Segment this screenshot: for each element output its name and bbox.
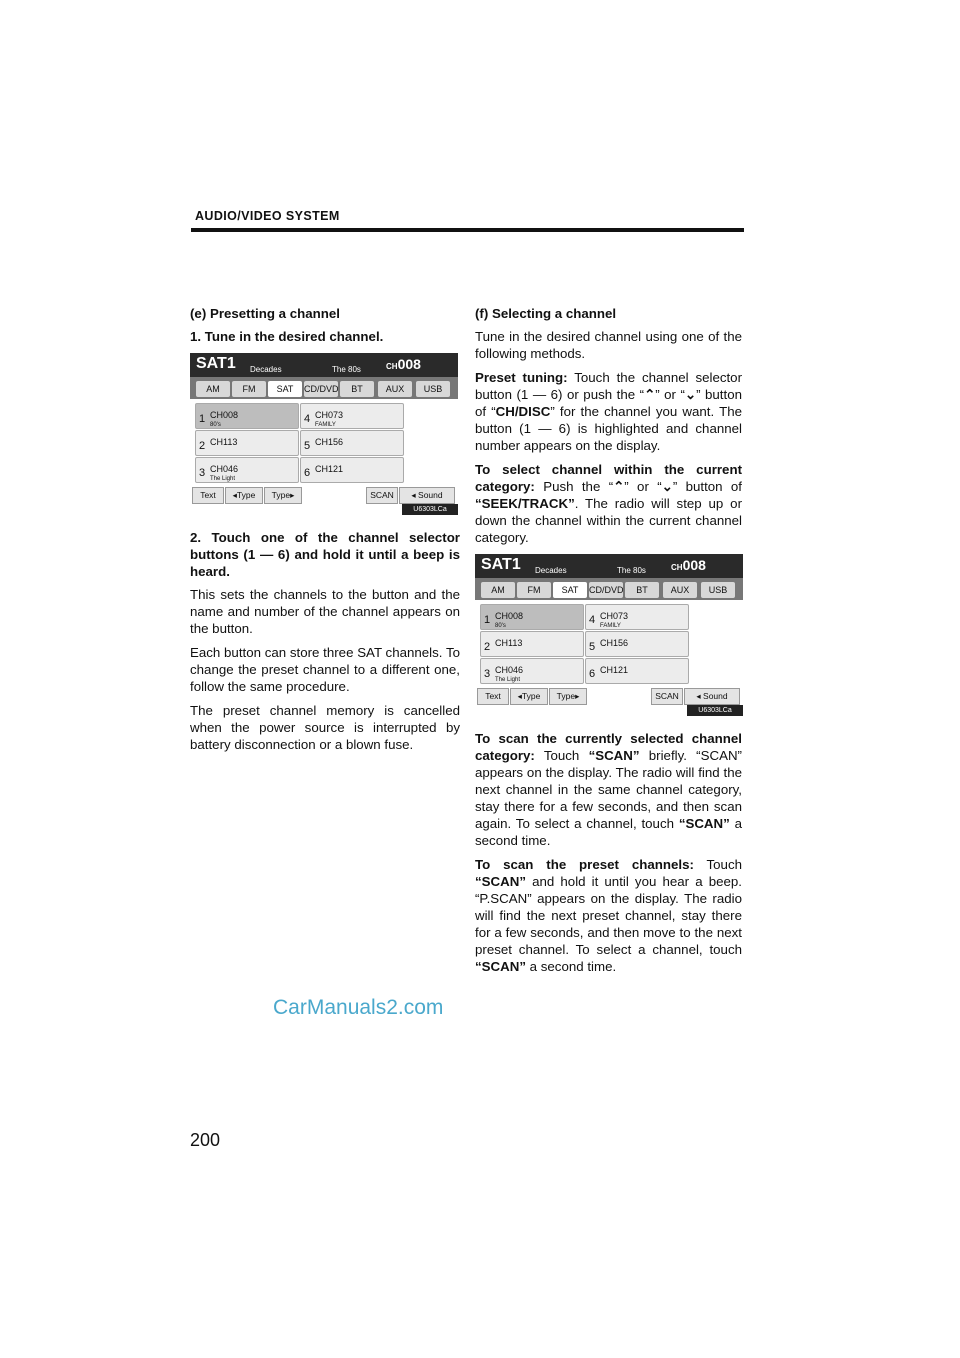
preset-button-5[interactable]: 5 CH156	[585, 631, 689, 657]
preset-button-4[interactable]: 4 CH073 FAMILY	[300, 403, 404, 429]
category-label: Decades	[250, 365, 282, 374]
preset-button-6[interactable]: 6 CH121	[300, 457, 404, 483]
figure-code: U6303LCa	[687, 705, 743, 716]
preset-tuning-paragraph: Preset tuning: Touch the channel selector button (1 — 6) or push the “⌃” or “⌄” button of “CH/DISC” for the channel you want. The button (1 — 6) is highlighted and channel number appears on the display.	[475, 370, 743, 453]
preset-button-1[interactable]: 1 CH008 80's	[480, 604, 584, 630]
source-tab-row	[475, 578, 743, 600]
tab-usb[interactable]: USB	[701, 582, 735, 598]
header-rule	[191, 228, 744, 232]
left-paragraph-2: Each button can store three SAT channels. To change the preset channel to a different one, follow the same procedure.	[190, 645, 460, 694]
preset-button-1[interactable]: 1 CH008 80's	[195, 403, 299, 429]
down-arrow-icon: ⌄	[684, 387, 697, 402]
left-paragraph-1: This sets the channels to the button and the name and number of the channel appears on the button.	[190, 587, 460, 636]
tab-am[interactable]: AM	[196, 381, 230, 397]
left-paragraph-3: The preset channel memory is cancelled when the power source is interrupted by battery disconnection or a blown fuse.	[190, 703, 460, 752]
sound-button[interactable]: ◂ Sound	[684, 688, 740, 705]
tab-am[interactable]: AM	[481, 582, 515, 598]
heading-presetting: (e) Presetting a channel	[190, 306, 340, 321]
tab-bt[interactable]: BT	[625, 582, 659, 598]
audio-screen-figure-2	[475, 554, 743, 716]
preset-button-3[interactable]: 3 CH046 The Light	[480, 658, 584, 684]
bottom-button-row	[475, 688, 743, 704]
right-column	[475, 305, 742, 982]
preset-button-4[interactable]: 4 CH073 FAMILY	[585, 604, 689, 630]
figure-code: U6303LCa	[402, 504, 458, 515]
type-prev-button[interactable]: ◂Type	[510, 688, 548, 705]
tab-cd-dvd[interactable]: CD/DVD	[304, 381, 338, 397]
tab-sat[interactable]: SAT	[268, 381, 302, 397]
step-2: 2. Touch one of the channel selector buttons (1 — 6) and hold it until a beep is heard.	[190, 530, 460, 579]
bottom-button-row	[190, 487, 458, 503]
source-tab-row	[190, 377, 458, 399]
category-label: Decades	[535, 566, 567, 575]
scan-preset-paragraph: To scan the preset channels: Touch “SCAN” and hold it until you hear a beep. “P.SCAN” appears on the display. The radio will find the next preset channel, stay there for a few seconds, and then move to the next preset channel. To select a channel, touch “SCAN” a second time.	[475, 857, 742, 974]
screen-title-bar	[475, 554, 743, 578]
source-label: SAT1	[481, 556, 521, 573]
step-1: 1. Tune in the desired channel.	[190, 329, 384, 344]
watermark: CarManuals2.com	[273, 996, 444, 1019]
heading-selecting: (f) Selecting a channel	[475, 306, 617, 321]
category-paragraph: To select channel within the current category: Push the “⌃” or “⌄” button of “SEEK/TRACK”. The radio will step up or down the channel within the current channel category.	[475, 462, 742, 545]
scan-category-paragraph: To scan the currently selected channel category: Touch “SCAN” briefly. “SCAN” appears on the display. The radio will find the next channel in the same channel category, stay there for a few seconds, and then scan again. To select a channel, touch “SCAN” a second time.	[475, 731, 742, 848]
source-label: SAT1	[196, 355, 236, 372]
type-next-button[interactable]: Type▸	[264, 487, 302, 504]
tab-aux[interactable]: AUX	[378, 381, 412, 397]
preset-button-6[interactable]: 6 CH121	[585, 658, 689, 684]
preset-button-2[interactable]: 2 CH113	[480, 631, 584, 657]
channel-name-label: The 80s	[617, 566, 646, 575]
tab-sat[interactable]: SAT	[553, 582, 587, 598]
page-number: 200	[190, 1130, 221, 1150]
tab-fm[interactable]: FM	[517, 582, 551, 598]
channel-number: CH008	[671, 557, 706, 573]
scan-button[interactable]: SCAN	[366, 487, 398, 504]
left-column	[190, 305, 460, 760]
tab-fm[interactable]: FM	[232, 381, 266, 397]
up-arrow-icon: ⌃	[613, 479, 625, 494]
tab-bt[interactable]: BT	[340, 381, 374, 397]
sound-button[interactable]: ◂ Sound	[399, 487, 455, 504]
tab-cd-dvd[interactable]: CD/DVD	[589, 582, 623, 598]
text-button[interactable]: Text	[192, 487, 224, 504]
type-next-button[interactable]: Type▸	[549, 688, 587, 705]
right-intro: Tune in the desired channel using one of the following methods.	[475, 329, 742, 361]
preset-button-5[interactable]: 5 CH156	[300, 430, 404, 456]
section-header: AUDIO/VIDEO SYSTEM	[195, 209, 340, 223]
tab-aux[interactable]: AUX	[663, 582, 697, 598]
screen-title-bar	[190, 353, 458, 377]
preset-button-2[interactable]: 2 CH113	[195, 430, 299, 456]
scan-button[interactable]: SCAN	[651, 688, 683, 705]
down-arrow-icon: ⌄	[661, 479, 673, 494]
tab-usb[interactable]: USB	[416, 381, 450, 397]
text-button[interactable]: Text	[477, 688, 509, 705]
up-arrow-icon: ⌃	[644, 387, 656, 402]
preset-button-3[interactable]: 3 CH046 The Light	[195, 457, 299, 483]
channel-name-label: The 80s	[332, 365, 361, 374]
type-prev-button[interactable]: ◂Type	[225, 487, 263, 504]
channel-number: CH008	[386, 356, 421, 372]
audio-screen-figure-1	[190, 353, 458, 515]
